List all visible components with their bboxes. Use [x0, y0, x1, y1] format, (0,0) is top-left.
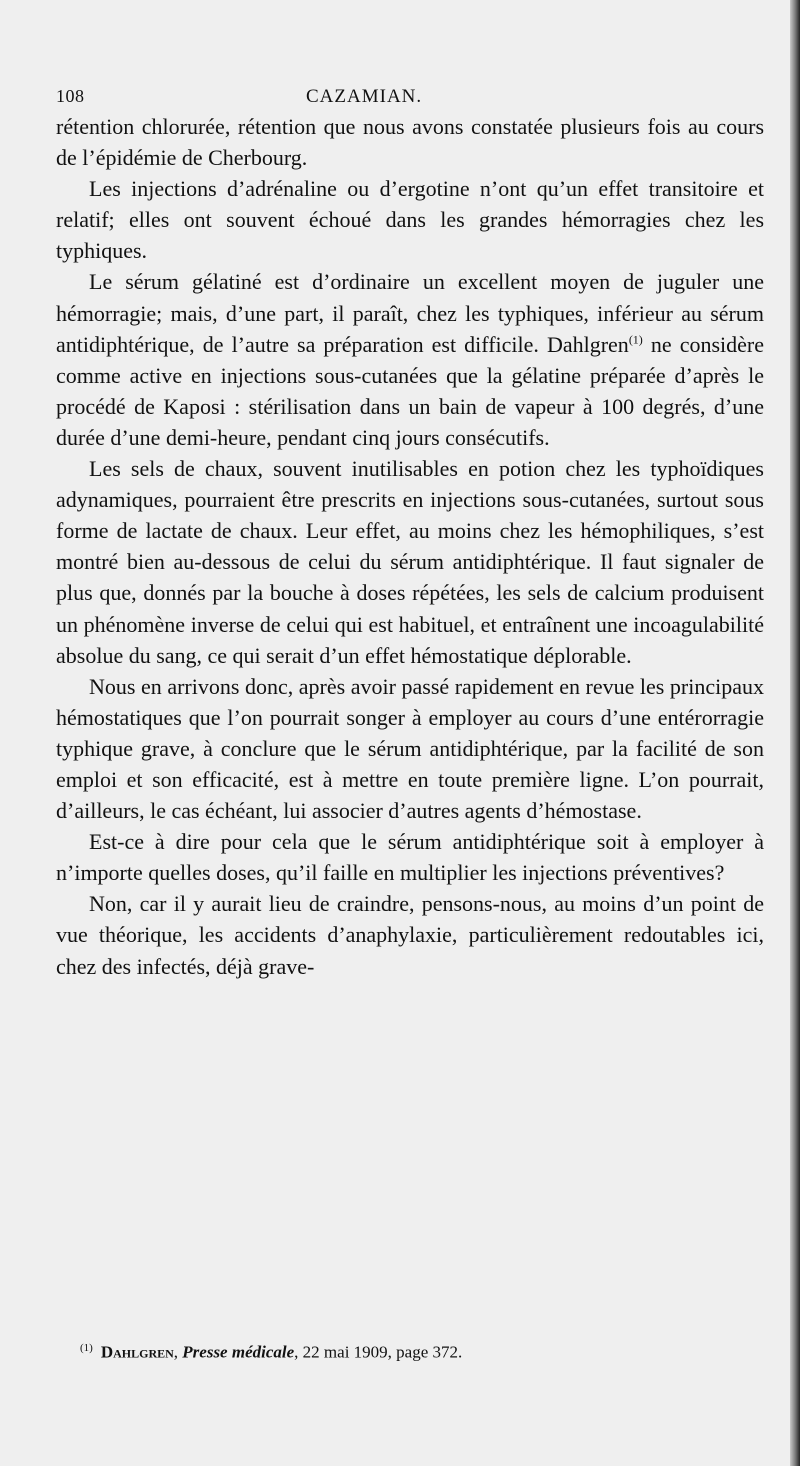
footnote-reference: (1) — [628, 332, 643, 347]
footnote-journal: Presse médicale — [182, 1342, 295, 1362]
paragraph-6: Est-ce à dire pour cela que le sérum antidiphtérique soit à employer à n’importe quelles doses, qu’il faille en multiplier les injections préventives? — [56, 829, 764, 886]
paragraph-3-before-note: Le sérum gélatiné est d’ordinaire un excellent moyen de juguler une hémorragie; mais, d’une part, il paraît, chez les typhiques, inférieur au sérum antidiphtérique, de l’autre sa préparation est difficile. Dahlgren — [56, 269, 764, 357]
page-header — [56, 86, 740, 112]
page-number: 108 — [56, 86, 85, 106]
paragraph-4: Les sels de chaux, souvent inutilisables en potion chez les typhoïdiques adynamiques, pourraient être prescrits en injections sous-cutanées, surtout sous forme de lactate de chaux. Leur effet, au moins chez les hémophiliques, s’est montré bien au-dessous de celui du sérum antidiphtérique. Il faut signaler de plus que, donnés par la bouche à doses répétées, les sels de calcium produisent un phénomène inverse de celui qui est habituel, et entraînent une incoagulabilité absolue du sang, ce qui serait d’un effet hémostatique déplorable. — [56, 456, 764, 668]
page-edge-shadow — [790, 0, 800, 1466]
footnote: $^{(1)}$ Dahlgren, Presse médicale, 22 mai 1909, page 372. — [80, 1342, 463, 1362]
footnote-author: Dahlgren — [100, 1342, 174, 1362]
running-head: CAZAMIAN. — [306, 86, 423, 107]
paragraph-7: Non, car il y aurait lieu de craindre, pensons-nous, au moins d’un point de vue théorique, les accidents d’anaphylaxie, particulièrement redoutables ici, chez des infectés, déjà grave- — [56, 891, 764, 979]
footnote-mark: (1) — [80, 1342, 93, 1354]
paragraph-2: Les injections d’adrénaline ou d’ergotine n’ont qu’un effet transitoire et relatif; elles ont souvent échoué dans les grandes hémorragies chez les typhiques. — [56, 176, 764, 264]
body-text — [56, 111, 764, 982]
paragraph-5: Nous en arrivons donc, après avoir passé rapidement en revue les principaux hémostatiques que l’on pourrait songer à employer au cours d’une entérorragie typhique grave, à conclure que le sérum antidiphtérique, par la facilité de son emploi et son efficacité, est à mettre en toute première ligne. L’on pourrait, d’ailleurs, le cas échéant, lui associer d’autres agents d’hémostase. — [56, 673, 764, 824]
paragraph-3-after-note: ne considère comme active en injections sous-cutanées que la gélatine préparée d’après le procédé de Kaposi : stérilisation dans un bain de vapeur à 100 degrés, d’une durée d’une demi-heure, pendant cinq jours consécutifs. — [56, 331, 764, 450]
paragraph-3 — [56, 266, 764, 453]
footnote-details: 22 mai 1909, page 372. — [302, 1342, 463, 1362]
paragraph-1: rétention chlorurée, rétention que nous avons constatée plusieurs fois au cours de l’épidémie de Cherbourg. — [56, 114, 764, 171]
